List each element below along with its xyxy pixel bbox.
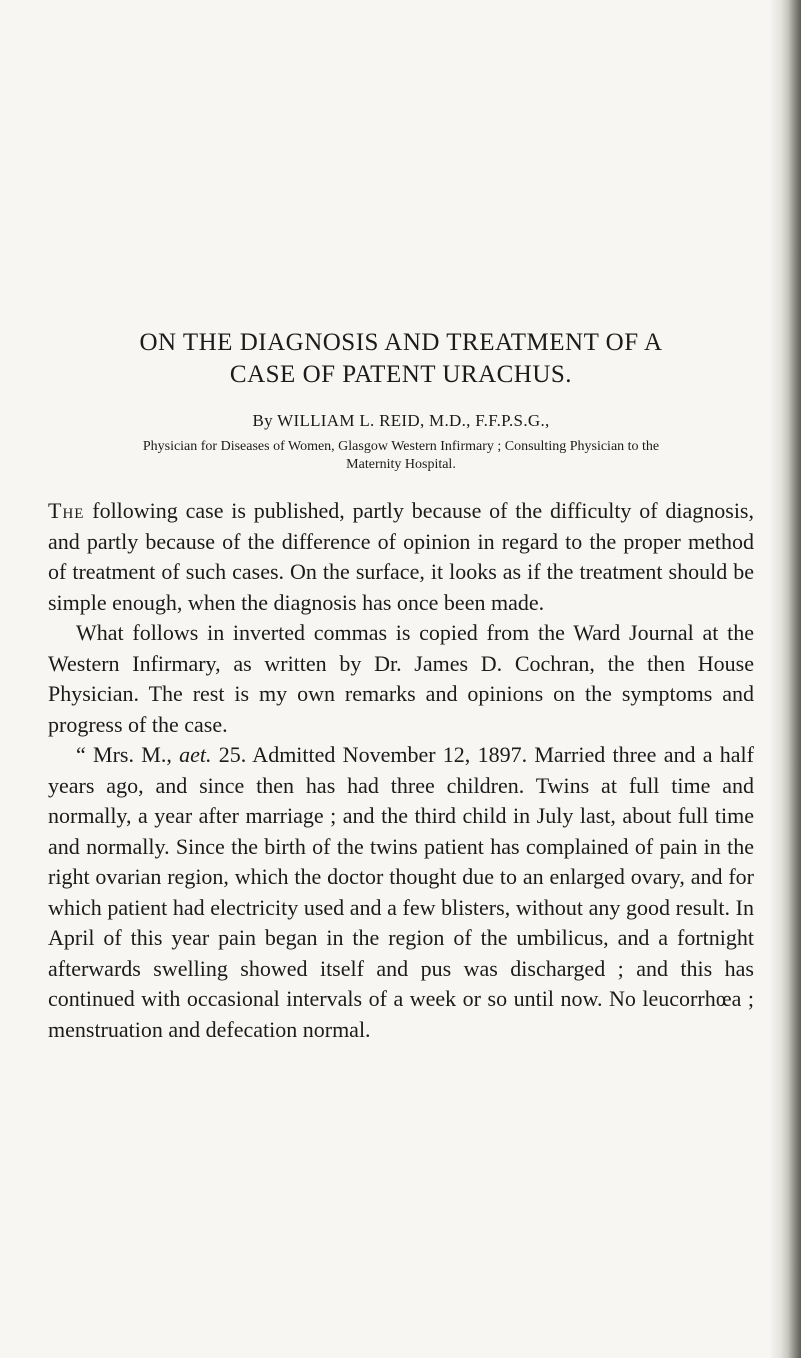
author-affiliation (48, 438, 754, 474)
paragraph-1-lead: The (48, 498, 85, 523)
paragraph-3-start: “ Mrs. M., (76, 742, 180, 767)
paragraph-2: What follows in inverted commas is copied from the Ward Journal at the Western Infirmary, as written by Dr. James D. Cochran, the then House Physician. The rest is my own remarks and opinions on the symptoms and progress of the case. (48, 620, 754, 737)
title-line-1: ON THE DIAGNOSIS AND TREATMENT OF A (139, 329, 663, 356)
paragraph-3-italic: aet. (179, 742, 212, 767)
affiliation-line-1: Physician for Diseases of Women, Glasgow Western Infirmary ; Consulting Physician to the (142, 439, 660, 454)
page-edge (779, 0, 801, 1358)
paragraph-1-text: following case is published, partly because of the difficulty of diagnosis, and partly because of the difference of opinion in regard to the proper method of treatment of such cases. On the surface, it looks as if the treatment should be simple enough, when the diagnosis has once been made. (48, 498, 754, 615)
page-shadow (769, 0, 779, 1358)
paragraph-3-text: 25. Admitted November 12, 1897. Married three and a half years ago, and since then has had three children. Twins at full time and normally, a year after marriage ; and the third child in July last, about full time and normally. Since the birth of the twins patient has complained of pain in the right ovarian region, which the doctor thought due to an enlarged ovary, and for which patient had electricity used and a few blisters, without any good result. In April of this year pain began in the region of the umbilicus, and a fortnight afterwards swelling showed itself and pus was discharged ; and this has continued with occasional intervals of a week or so until now. No leucorrhœa ; menstruation and defecation normal. (48, 742, 754, 1042)
title-line-2: CASE OF PATENT URACHUS. (229, 361, 573, 388)
article (48, 327, 754, 1045)
author-byline: By WILLIAM L. REID, M.D., F.F.P.S.G., (252, 411, 550, 430)
paragraph-3 (48, 740, 754, 1045)
paragraph-1 (48, 496, 754, 618)
body-text (48, 496, 754, 1045)
affiliation-line-2: Maternity Hospital. (346, 457, 456, 472)
article-title (48, 327, 754, 391)
